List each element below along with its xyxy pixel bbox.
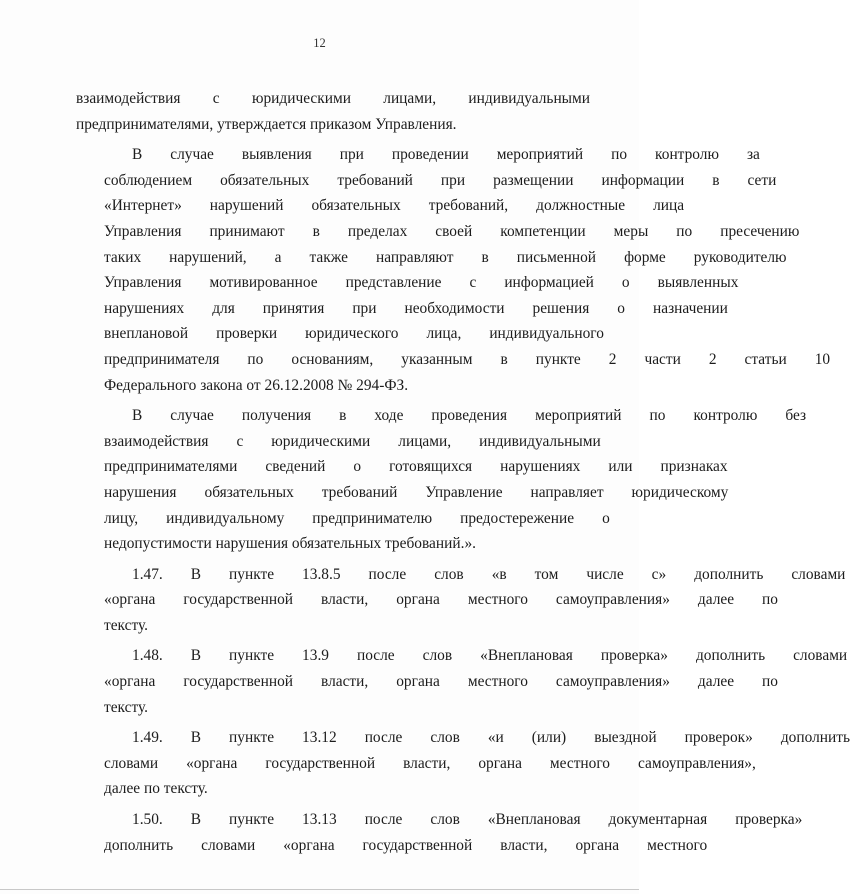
word: Управления — [104, 222, 182, 240]
text-line — [76, 833, 708, 859]
word: с» — [651, 565, 667, 583]
word: «Интернет» — [104, 197, 182, 215]
word: 13.13 — [302, 811, 337, 829]
word: государственной — [265, 754, 376, 772]
word: проверка» — [735, 811, 803, 829]
paragraph — [76, 86, 590, 137]
word: самоуправления» — [555, 591, 670, 609]
word: том — [534, 565, 559, 583]
text-line — [76, 751, 756, 777]
word: предпринимателями — [104, 458, 238, 476]
word: проверки — [216, 325, 278, 343]
word: меры — [613, 222, 649, 240]
word: руководителю — [693, 248, 787, 266]
word: В — [132, 407, 143, 425]
word: о — [621, 274, 630, 292]
word: о — [617, 299, 625, 317]
word: власти, — [321, 591, 369, 609]
word: государственной — [183, 673, 294, 691]
word: с — [212, 90, 220, 107]
word: числе — [586, 565, 624, 583]
word: внеплановой — [104, 325, 189, 343]
word: 1.50. — [132, 811, 163, 829]
word: индивидуальными — [479, 432, 601, 450]
word: самоуправления» — [555, 673, 670, 691]
text-line — [76, 454, 728, 480]
word: предостережение — [460, 509, 575, 527]
text-line — [76, 643, 848, 669]
word: назначении — [653, 299, 728, 317]
word: принятия — [262, 299, 325, 317]
word: нарушений — [209, 197, 284, 215]
word: проведении — [391, 146, 469, 164]
word: необходимости — [404, 299, 505, 317]
word: словами — [104, 754, 159, 772]
word: представление — [345, 274, 442, 292]
text-line — [76, 807, 803, 833]
text-line — [76, 429, 601, 455]
paragraph — [76, 142, 831, 398]
word: информации — [601, 171, 685, 189]
word: словами — [793, 647, 848, 665]
word: юридическими — [251, 90, 351, 107]
text-line — [76, 669, 778, 695]
word: соблюдением — [104, 171, 193, 189]
word: далее — [697, 673, 735, 691]
word: по — [762, 673, 778, 691]
word: в — [712, 171, 720, 189]
word: 10 — [814, 350, 831, 368]
word: государственной — [362, 836, 473, 854]
word: принимают — [209, 222, 285, 240]
word: контролю — [655, 146, 719, 164]
text-line — [76, 725, 850, 751]
word: взаимодействия — [76, 90, 181, 107]
text-line — [76, 403, 807, 429]
word: 1.47. — [132, 565, 163, 583]
paragraph — [76, 725, 850, 802]
word: «органа — [104, 591, 156, 609]
word: размещении — [493, 171, 574, 189]
word: с — [469, 274, 477, 292]
word: требований, — [428, 197, 509, 215]
word: «органа — [104, 673, 156, 691]
page-number: 12 — [313, 36, 326, 50]
paragraph — [76, 403, 807, 557]
word: лица — [653, 197, 685, 215]
word: требований — [337, 171, 413, 189]
word: требований — [321, 483, 398, 501]
word: о — [602, 509, 610, 527]
word: части — [644, 350, 681, 368]
word: пункте — [229, 647, 275, 665]
word: сети — [747, 171, 777, 189]
word: направляет — [530, 483, 604, 501]
word: лицу, — [104, 509, 139, 527]
word: для — [212, 299, 235, 317]
word: нарушений, — [169, 248, 247, 266]
word: органа — [396, 673, 440, 691]
word: за — [746, 146, 760, 164]
paragraph — [76, 807, 803, 858]
word: после — [364, 811, 403, 829]
word: предпринимателю — [312, 509, 433, 527]
text-line-last: Федерального закона от 26.12.2008 № 294-ФЗ. — [104, 376, 409, 394]
word: «Внеплановая — [480, 647, 573, 665]
word: юридическими — [271, 432, 371, 450]
word: мотивированное — [209, 274, 318, 292]
word: «и — [487, 729, 504, 747]
word: органа — [396, 591, 440, 609]
word: признаках — [660, 458, 728, 476]
word: направляют — [375, 248, 454, 266]
word: власти, — [403, 754, 451, 772]
word: нарушениях — [500, 458, 581, 476]
text-line-last: предпринимателями, утверждается приказом Управления. — [76, 115, 457, 133]
word: нарушения — [104, 483, 177, 501]
word: далее — [697, 591, 735, 609]
word: с — [236, 432, 244, 450]
word: органа — [575, 836, 620, 854]
word: государственной — [183, 591, 294, 609]
word: местного — [467, 591, 528, 609]
word: дополнить — [104, 836, 174, 854]
word: случае — [170, 407, 214, 425]
word: форме — [624, 248, 666, 266]
word: индивидуальными — [468, 90, 590, 107]
word: В — [190, 729, 202, 747]
word: местного — [647, 836, 708, 854]
paragraph — [76, 643, 848, 720]
word: пункте — [229, 811, 275, 829]
text-line — [76, 270, 739, 296]
word: словами — [791, 565, 846, 583]
word: 1.49. — [132, 729, 163, 747]
text-line — [76, 587, 778, 613]
text-line — [76, 480, 729, 506]
word: компетенции — [500, 222, 586, 240]
word: слов — [430, 729, 460, 747]
word: нарушениях — [104, 299, 185, 317]
text-line — [76, 219, 800, 245]
text-line-last: тексту. — [104, 616, 149, 634]
word: слов — [422, 647, 453, 665]
text-line — [76, 321, 604, 347]
word: В — [132, 146, 143, 164]
word: дополнить — [780, 729, 850, 747]
text-line-last: недопустимости нарушения обязательных требований.». — [104, 535, 476, 553]
word: при — [352, 299, 377, 317]
word: Управление — [425, 483, 503, 501]
word: основаниям, — [291, 350, 374, 368]
word: случае — [170, 146, 214, 164]
word: предпринимателя — [104, 350, 220, 368]
word: после — [364, 729, 403, 747]
word: местного — [549, 754, 610, 772]
word: пункте — [229, 729, 275, 747]
word: дополнить — [695, 647, 766, 665]
word: о — [353, 458, 362, 476]
word: лицами, — [398, 432, 452, 450]
text-line — [76, 506, 610, 532]
word: слов — [430, 811, 460, 829]
word: органа — [478, 754, 522, 772]
word: 13.12 — [302, 729, 337, 747]
word: дополнить — [694, 565, 764, 583]
text-line-last: далее по тексту. — [104, 780, 208, 798]
word: пресечению — [720, 222, 800, 240]
text-line — [76, 142, 760, 168]
document-body — [76, 86, 850, 863]
word: индивидуальному — [166, 509, 285, 527]
word: контролю — [693, 407, 758, 425]
text-line — [76, 562, 846, 588]
word: юридического — [305, 325, 399, 343]
word: местного — [467, 673, 528, 691]
word: после — [368, 565, 407, 583]
word: (или) — [531, 729, 567, 747]
word: в — [339, 407, 347, 425]
word: 13.8.5 — [302, 565, 341, 583]
word: в — [312, 222, 320, 240]
word: информацией — [504, 274, 594, 292]
word: указанным — [401, 350, 473, 368]
page-bottom-edge — [0, 889, 639, 890]
word: выездной — [594, 729, 657, 747]
word: В — [190, 811, 202, 829]
word: решения — [532, 299, 590, 317]
word: сведений — [265, 458, 326, 476]
word: по — [611, 146, 628, 164]
word: письменной — [516, 248, 597, 266]
word: лица, — [426, 325, 462, 343]
word: своей — [435, 222, 473, 240]
word: ходе — [374, 407, 404, 425]
word: 2 — [708, 350, 717, 368]
word: статьи — [744, 350, 787, 368]
word: при — [339, 146, 364, 164]
word: индивидуального — [489, 325, 604, 343]
word: по — [676, 222, 693, 240]
word: по — [247, 350, 264, 368]
word: таких — [104, 248, 142, 266]
word: выявления — [241, 146, 312, 164]
word: 2 — [608, 350, 617, 368]
word: В — [190, 565, 202, 583]
word: в — [500, 350, 508, 368]
word: юридическому — [631, 483, 729, 501]
word: получения — [241, 407, 312, 425]
word: готовящихся — [389, 458, 473, 476]
word: «органа — [283, 836, 335, 854]
word: обязательных — [311, 197, 401, 215]
text-line — [76, 347, 831, 373]
word: власти, — [321, 673, 369, 691]
word: также — [309, 248, 348, 266]
word: обязательных — [220, 171, 310, 189]
word: проверка» — [600, 647, 668, 665]
word: В — [190, 647, 202, 665]
word: или — [608, 458, 633, 476]
word: лицами, — [383, 90, 437, 107]
text-line — [76, 193, 685, 219]
text-line-last: тексту. — [104, 698, 149, 716]
word: пункте — [229, 565, 275, 583]
paragraph — [76, 562, 846, 639]
word: выявленных — [657, 274, 739, 292]
word: мероприятий — [535, 407, 622, 425]
word: власти, — [500, 836, 548, 854]
word: должностные — [536, 197, 626, 215]
word: самоуправления», — [638, 754, 756, 772]
word: проверок» — [684, 729, 753, 747]
word: 1.48. — [132, 647, 163, 665]
word: при — [440, 171, 466, 189]
text-line — [76, 296, 728, 322]
word: мероприятий — [496, 146, 584, 164]
word: документарная — [608, 811, 708, 829]
text-line — [76, 86, 590, 112]
text-line — [76, 168, 777, 194]
text-line — [76, 245, 787, 271]
word: «органа — [186, 754, 238, 772]
word: проведения — [431, 407, 508, 425]
word: пункте — [535, 350, 581, 368]
word: после — [356, 647, 395, 665]
word: без — [785, 407, 807, 425]
word: Управления — [104, 274, 182, 292]
word: а — [274, 248, 282, 266]
word: 13.9 — [302, 647, 329, 665]
word: «в — [491, 565, 507, 583]
word: по — [649, 407, 666, 425]
word: в — [481, 248, 489, 266]
word: пределах — [347, 222, 408, 240]
word: взаимодействия — [104, 432, 209, 450]
word: словами — [201, 836, 256, 854]
word: слов — [434, 565, 464, 583]
word: обязательных — [204, 483, 294, 501]
word: «Внеплановая — [487, 811, 581, 829]
word: по — [762, 591, 778, 609]
